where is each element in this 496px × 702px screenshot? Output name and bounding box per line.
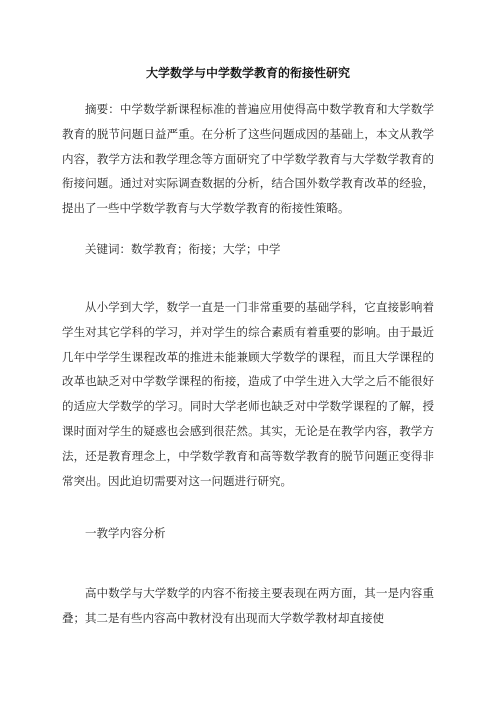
keywords-line: 关键词：数学教育；衔接；大学；中学 xyxy=(85,242,281,256)
intro-paragraph: 从小学到大学，数学一直是一门非常重要的基础学科，它直接影响着学生对其它学科的学习，并对学生的综合素质有着重要的影响。由于最近几年中学学生课程改革的推进未能兼顾大学数学的课程，而且大学课程的改革也缺乏对中学数学课程的衔接，造成了中学生进入大学之后不能很好的适应大学数学的学习。同时大学老师也缺乏对中学数学课程的了解，授课时面对学生的疑惑也会感到很茫然。其实，无论是在教学内容，教学方法，还是教育理念上，中学数学教育和高等数学教育的脱节问题正变得非常突出。因此迫切需要对这一问题进行研究。 xyxy=(62,300,434,488)
section-heading: 一教学内容分析 xyxy=(85,526,166,540)
document-title: 大学数学与中学数学教育的衔接性研究 xyxy=(145,66,350,80)
abstract-paragraph: 摘要：中学数学新课程标准的普遍应用使得高中数学教育和大学数学教育的脱节问题日益严重。在分析了这些问题成因的基础上，本文从教学内容，教学方法和教学理念等方面研究了中学数学教育与大学数学教育的衔接问题。通过对实际调查数据的分析，结合国外数学教育改革的经验，提出了一些中学数学教育与大学数学教育的衔接性策略。 xyxy=(62,102,434,216)
section-body-paragraph: 高中数学与大学数学的内容不衔接主要表现在两方面，其一是内容重叠；其二是有些内容高中教材没有出现而大学数学教材却直接使 xyxy=(62,586,434,625)
